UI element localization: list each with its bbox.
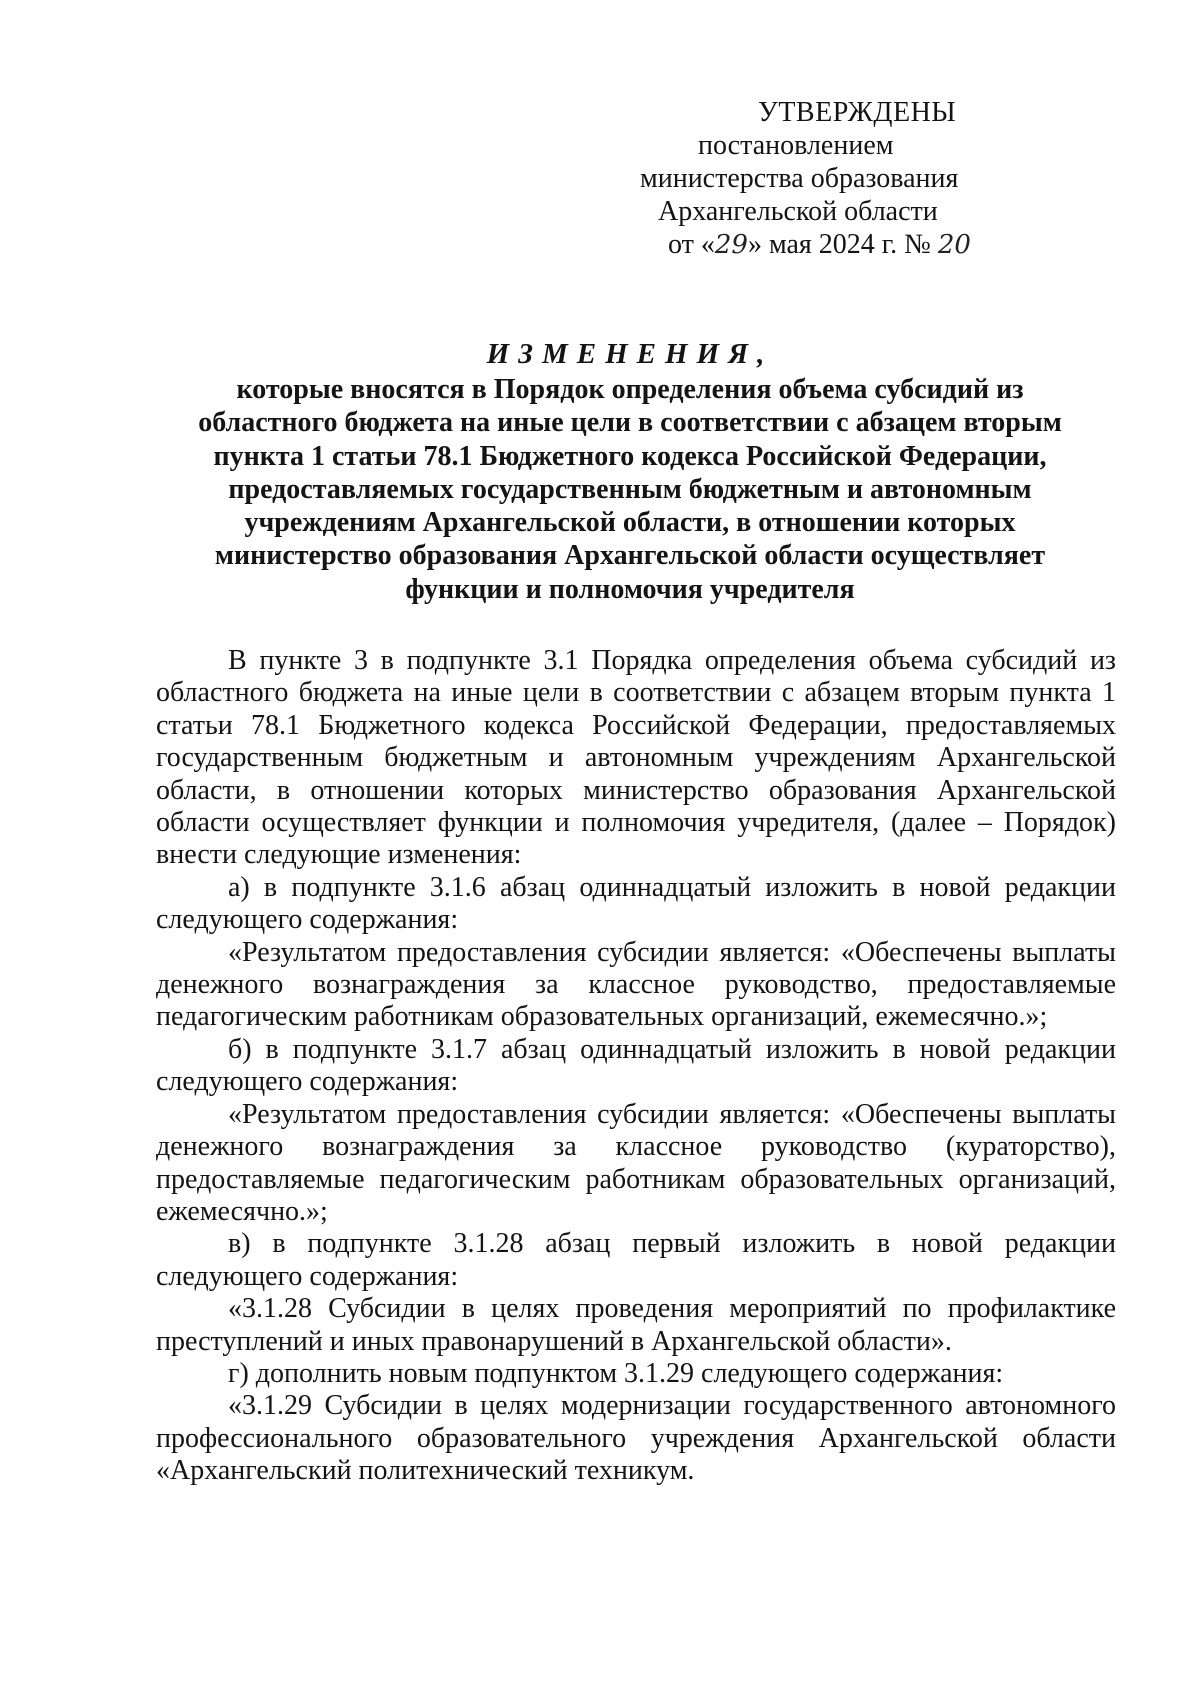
approval-ministry-line: министерства образования [640,163,959,194]
amendment-quote-g: «3.1.29 Субсидии в целях модернизации государственного автономного профессионального образовательного учреждения Архангельской области «Архангельский политехнический техникум. [156,1390,1116,1487]
approval-date-line [640,228,1060,262]
title-line: пункта 1 статьи 78.1 Бюджетного кодекса Российской Федерации, [213,440,1047,472]
approval-heading: УТВЕРЖДЕНЫ [758,97,957,128]
date-prefix: от « [668,229,715,260]
approval-decree-line: постановлением [698,130,894,161]
amendment-quote-b: «Результатом предоставления субсидии является: «Обеспечены выплаты денежного вознаграждения за классное руководство (кураторство), предоставляемые педагогическим работникам образовательных организаций, ежемесячно.»; [156,1098,1116,1227]
title-line: которые вносятся в Порядок определения объема субсидий из [236,374,1024,405]
approval-region-line: Архангельской области [658,196,938,227]
amendment-item-b: б) в подпункте 3.1.7 абзац одиннадцатый изложить в новой редакции следующего содержания: [156,1033,1116,1098]
title-line: министерство образования Архангельской области осуществляет [214,540,1046,572]
handwritten-number: 20 [937,230,971,260]
handwritten-day: 29 [714,230,748,260]
approval-stamp [640,96,1060,262]
date-middle: » мая 2024 г. № [747,229,938,260]
amendment-item-v: в) в подпункте 3.1.28 абзац первый изложить в новой редакции следующего содержания: [156,1228,1116,1292]
amendment-item-g: г) дополнить новым подпунктом 3.1.29 следующего содержания: [228,1357,1004,1389]
document-body [156,645,1116,1488]
title-line: учреждениям Архангельской области, в отношении которых [244,507,1016,539]
amendment-quote-a: «Результатом предоставления субсидии является: «Обеспечены выплаты денежного вознаграждения за классное руководство, предоставляемые педагогическим работникам образовательных организаций, ежемесячно.»; [156,936,1116,1033]
title-line: функции и полномочия учредителя [405,573,855,605]
intro-paragraph: В пункте 3 в подпункте 3.1 Порядка определения объема субсидий из областного бюджета на иные цели в соответствии с абзацем вторым пункта 1 статьи 78.1 Бюджетного кодекса Российской Федерации, предоставляемых государственным бюджетным и автономным учреждениям Архангельской области, в отношении которых министерство образования Архангельской области осуществляет функции и полномочия учредителя, (далее – Порядок) внести следующие изменения: [156,645,1116,871]
amendment-quote-v: «3.1.28 Субсидии в целях проведения мероприятий по профилактике преступлений и иных правонарушений в Архангельской области». [156,1293,1116,1357]
document-title [140,336,1120,606]
title-line: предоставляемых государственным бюджетным и автономным [228,473,1032,505]
amendment-item-a: а) в подпункте 3.1.6 абзац одиннадцатый изложить в новой редакции следующего содержания: [156,871,1116,936]
title-heading: ИЗМЕНЕНИЯ, [486,338,774,370]
title-line: областного бюджета на иные цели в соответствии с абзацем вторым [198,407,1062,439]
